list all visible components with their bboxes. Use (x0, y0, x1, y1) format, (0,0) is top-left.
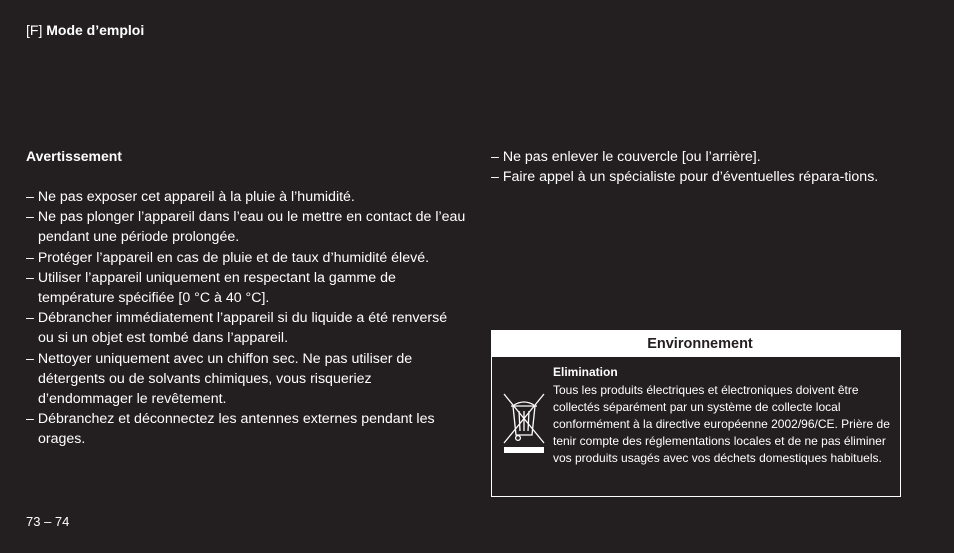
warning-item: – Nettoyer uniquement avec un chiffon sec. Ne pas utiliser de détergents ou de solvants chimiques, vous risqueriez d’endommager le revêtement. (26, 350, 413, 408)
warning-list (26, 187, 466, 450)
language-tag: [F] (26, 22, 43, 38)
page-header (26, 22, 144, 38)
page-numbers: 73 – 74 (26, 514, 70, 529)
crossed-out-wheelie-bin-icon (501, 391, 547, 455)
environment-title: Environnement (492, 331, 900, 357)
warning-title: Avertissement (26, 148, 122, 164)
elimination-title: Elimination (553, 365, 618, 379)
warning-item: – Débrancher immédiatement l’appareil si du liquide a été renversé ou si un objet est tombé dans l’appareil. (26, 310, 448, 347)
warning-item: – Ne pas exposer cet appareil à la pluie à l’humidité. (26, 189, 355, 205)
environment-box (491, 330, 901, 497)
manual-title: Mode d’emploi (46, 22, 145, 38)
warning-item: – Protéger l’appareil en cas de pluie et de taux d’humidité élevé. (26, 249, 430, 266)
elimination-text: Tous les produits électriques et électroniques doivent être collectés séparément par un système de collecte local conformément à la directive européenne 2002/96/CE. Prière de tenir compte des réglementations locales et de ne pas éliminer vos produits usagés avec vos déchets domestiques habituels. (553, 383, 890, 465)
warning-item: – Faire appel à un spécialiste pour d’éventuelles répara-tions. (491, 169, 879, 186)
warning-item: – Débranchez et déconnectez les antennes externes pendant les orages. (26, 411, 435, 448)
warning-item: – Ne pas enlever le couvercle [ou l’arrière]. (491, 149, 761, 165)
warning-item: – Ne pas plonger l’appareil dans l’eau ou le mettre en contact de l’eau pendant une période prolongée. (26, 209, 466, 246)
warning-item: – Utiliser l’appareil uniquement en respectant la gamme de température spécifiée [0 °C à 40 °C]. (26, 269, 396, 307)
warning-list-continued (491, 147, 891, 187)
